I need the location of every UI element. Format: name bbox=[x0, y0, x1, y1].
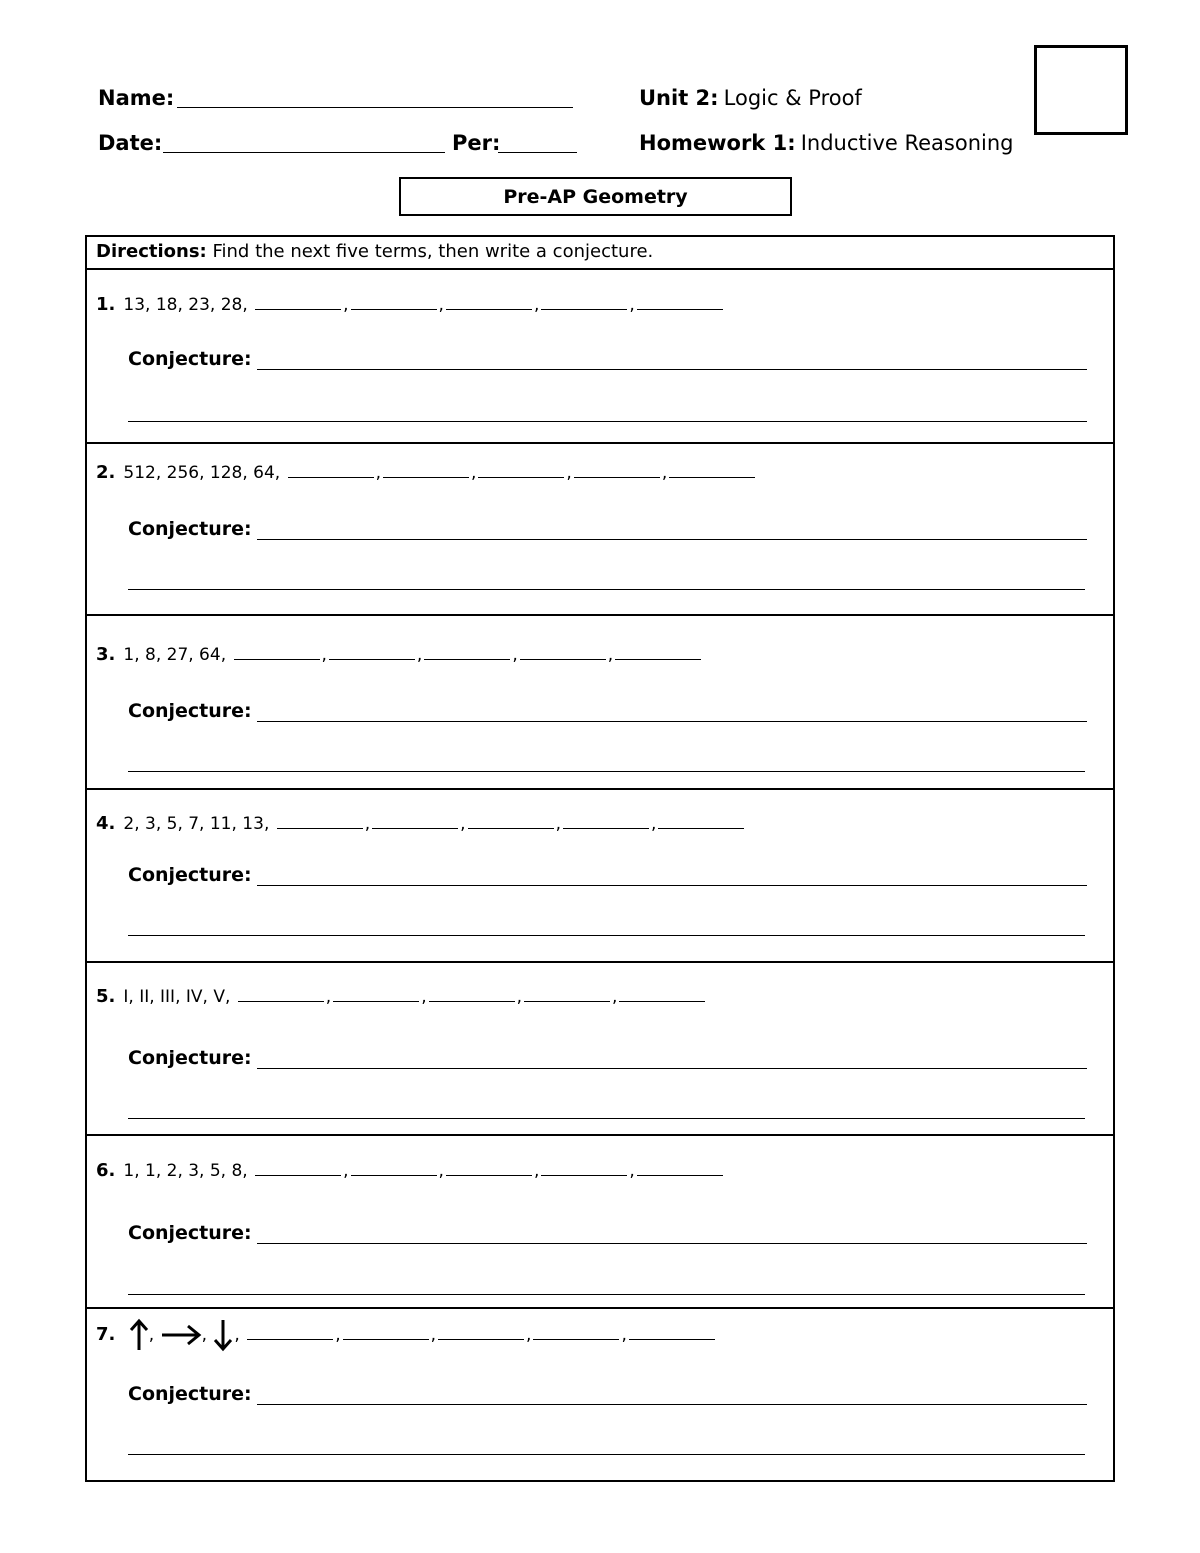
problem-terms: 1, 1, 2, 3, 5, 8, bbox=[123, 1161, 248, 1181]
homework-heading bbox=[639, 131, 1014, 155]
row-divider bbox=[85, 1307, 1115, 1309]
conjecture-line[interactable] bbox=[257, 369, 1087, 370]
row-divider bbox=[85, 614, 1115, 616]
score-box[interactable] bbox=[1034, 45, 1128, 135]
answer-blank[interactable] bbox=[343, 1325, 429, 1340]
answer-blank[interactable] bbox=[615, 645, 701, 660]
answer-blank[interactable] bbox=[372, 814, 458, 829]
per-label: Per: bbox=[452, 131, 501, 155]
conjecture-line[interactable] bbox=[128, 1454, 1085, 1455]
conjecture-label: Conjecture: bbox=[128, 348, 252, 370]
conjecture-label: Conjecture: bbox=[128, 1383, 252, 1405]
answer-blank[interactable] bbox=[429, 987, 515, 1002]
problem-number: 6. bbox=[96, 1160, 116, 1181]
answer-blank[interactable] bbox=[277, 814, 363, 829]
problem-1: 1. 13, 18, 23, 28, , , , , bbox=[96, 294, 725, 315]
row-divider bbox=[85, 268, 1115, 270]
date-field[interactable] bbox=[163, 152, 445, 153]
answer-blank[interactable] bbox=[478, 463, 564, 478]
answer-blank[interactable] bbox=[329, 645, 415, 660]
unit-heading bbox=[639, 86, 862, 110]
conjecture-line[interactable] bbox=[128, 1118, 1085, 1119]
answer-blank[interactable] bbox=[383, 463, 469, 478]
conjecture-line[interactable] bbox=[257, 1068, 1087, 1069]
problem-number: 2. bbox=[96, 462, 116, 483]
date-label: Date: bbox=[98, 131, 163, 155]
problem-number: 3. bbox=[96, 644, 116, 665]
answer-blank[interactable] bbox=[247, 1325, 333, 1340]
conjecture-label: Conjecture: bbox=[128, 864, 252, 886]
conjecture-label: Conjecture: bbox=[128, 1222, 252, 1244]
row-divider bbox=[85, 1134, 1115, 1136]
answer-blank[interactable] bbox=[541, 295, 627, 310]
answer-blank[interactable] bbox=[446, 1161, 532, 1176]
arrow-down-icon bbox=[212, 1318, 234, 1352]
unit-label: Unit 2: bbox=[639, 86, 719, 110]
answer-blank[interactable] bbox=[238, 987, 324, 1002]
problem-terms: 13, 18, 23, 28, bbox=[123, 295, 248, 315]
conjecture-line[interactable] bbox=[128, 421, 1087, 422]
answer-blank[interactable] bbox=[533, 1325, 619, 1340]
conjecture-label: Conjecture: bbox=[128, 700, 252, 722]
answer-blank[interactable] bbox=[520, 645, 606, 660]
conjecture-line[interactable] bbox=[257, 885, 1087, 886]
conjecture-line[interactable] bbox=[128, 935, 1085, 936]
conjecture-line[interactable] bbox=[128, 589, 1085, 590]
problem-7: 7. , , , , , , , bbox=[96, 1318, 717, 1352]
problem-number: 7. bbox=[96, 1324, 116, 1345]
answer-blank[interactable] bbox=[288, 463, 374, 478]
conjecture-label: Conjecture: bbox=[128, 518, 252, 540]
problem-terms: 2, 3, 5, 7, 11, 13, bbox=[123, 814, 270, 834]
name-label: Name: bbox=[98, 86, 175, 110]
answer-blank[interactable] bbox=[541, 1161, 627, 1176]
answer-blank[interactable] bbox=[255, 295, 341, 310]
answer-blank[interactable] bbox=[424, 645, 510, 660]
conjecture-line[interactable] bbox=[257, 1404, 1087, 1405]
answer-blank[interactable] bbox=[563, 814, 649, 829]
directions-text: Find the next five terms, then write a conjecture. bbox=[212, 241, 654, 262]
answer-blank[interactable] bbox=[658, 814, 744, 829]
problem-5: 5. I, II, III, IV, V, , , , , bbox=[96, 986, 707, 1007]
problem-2: 2. 512, 256, 128, 64, , , , , bbox=[96, 462, 757, 483]
conjecture-line[interactable] bbox=[257, 539, 1087, 540]
homework-value: Inductive Reasoning bbox=[800, 131, 1014, 155]
conjecture-line[interactable] bbox=[257, 1243, 1087, 1244]
directions bbox=[96, 241, 653, 262]
arrow-up-icon bbox=[129, 1318, 149, 1352]
answer-blank[interactable] bbox=[629, 1325, 715, 1340]
problem-4: 4. 2, 3, 5, 7, 11, 13, , , , , bbox=[96, 813, 746, 834]
answer-blank[interactable] bbox=[574, 463, 660, 478]
row-divider bbox=[85, 788, 1115, 790]
conjecture-line[interactable] bbox=[128, 1294, 1085, 1295]
problem-terms: 512, 256, 128, 64, bbox=[123, 463, 281, 483]
answer-blank[interactable] bbox=[351, 1161, 437, 1176]
answer-blank[interactable] bbox=[438, 1325, 524, 1340]
answer-blank[interactable] bbox=[333, 987, 419, 1002]
problem-terms: 1, 8, 27, 64, bbox=[123, 645, 227, 665]
answer-blank[interactable] bbox=[637, 295, 723, 310]
answer-blank[interactable] bbox=[669, 463, 755, 478]
answer-blank[interactable] bbox=[234, 645, 320, 660]
answer-blank[interactable] bbox=[255, 1161, 341, 1176]
homework-label: Homework 1: bbox=[639, 131, 796, 155]
directions-label: Directions: bbox=[96, 241, 207, 262]
arrow-right-icon bbox=[160, 1323, 202, 1347]
name-field[interactable] bbox=[177, 107, 573, 108]
conjecture-line[interactable] bbox=[257, 721, 1087, 722]
conjecture-label: Conjecture: bbox=[128, 1047, 252, 1069]
problem-number: 5. bbox=[96, 986, 116, 1007]
answer-blank[interactable] bbox=[351, 295, 437, 310]
answer-blank[interactable] bbox=[446, 295, 532, 310]
period-field[interactable] bbox=[498, 152, 577, 153]
course-title: Pre-AP Geometry bbox=[399, 177, 792, 216]
answer-blank[interactable] bbox=[468, 814, 554, 829]
row-divider bbox=[85, 442, 1115, 444]
conjecture-line[interactable] bbox=[128, 771, 1085, 772]
unit-value: Logic & Proof bbox=[723, 86, 862, 110]
problem-number: 1. bbox=[96, 294, 116, 315]
problem-terms: I, II, III, IV, V, bbox=[123, 987, 231, 1007]
problem-3: 3. 1, 8, 27, 64, , , , , bbox=[96, 644, 703, 665]
answer-blank[interactable] bbox=[619, 987, 705, 1002]
answer-blank[interactable] bbox=[524, 987, 610, 1002]
problem-number: 4. bbox=[96, 813, 116, 834]
problem-6: 6. 1, 1, 2, 3, 5, 8, , , , , bbox=[96, 1160, 725, 1181]
answer-blank[interactable] bbox=[637, 1161, 723, 1176]
row-divider bbox=[85, 961, 1115, 963]
